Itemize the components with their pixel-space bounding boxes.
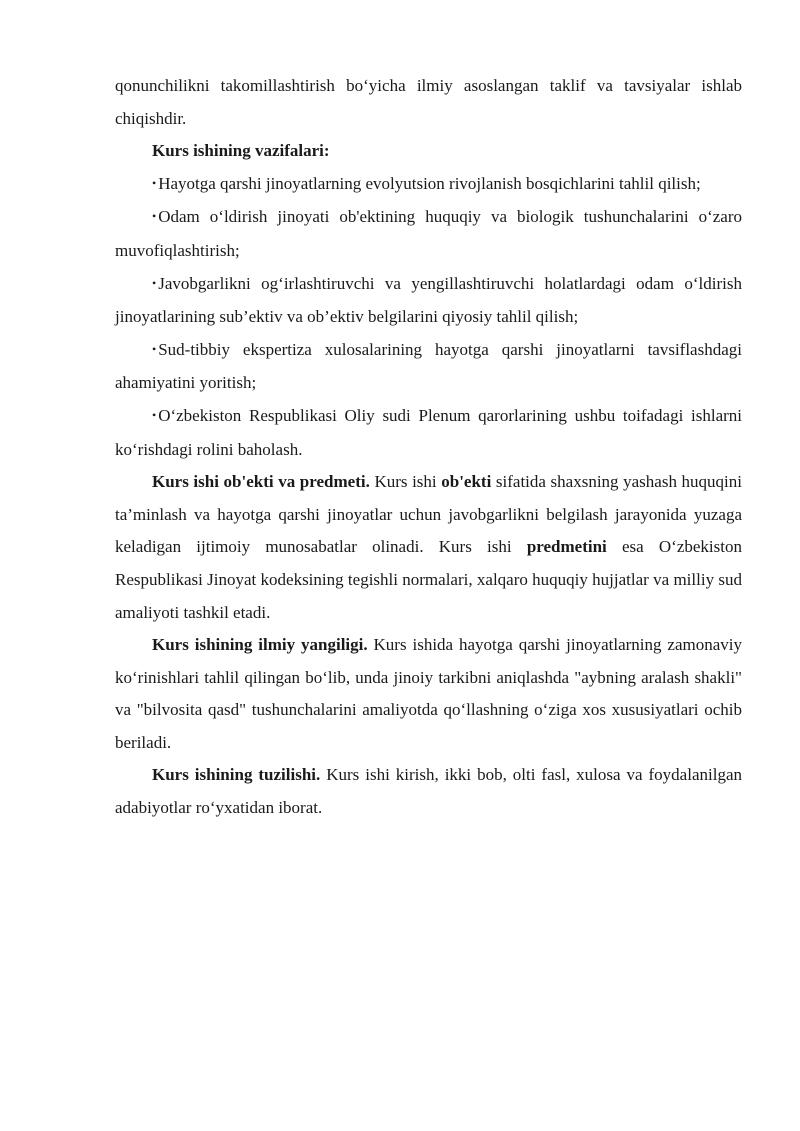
structure-heading: Kurs ishining tuzilishi. [152, 765, 321, 785]
bullet-icon: • [152, 275, 157, 290]
task-item [115, 400, 742, 466]
bullet-icon: • [152, 175, 157, 190]
task-item-text: Sud-tibbiy ekspertiza xulosalarining hayotga qarshi jinoyatlarni tavsiflashdagi ahamiyatini yoritish; [115, 339, 742, 393]
task-item-text: Odam o‘ldirish jinoyati ob'ektining huquqiy va biologik tushunchalarini o‘zaro muvofiqlashtirish; [115, 207, 742, 260]
task-item [115, 268, 742, 334]
novelty-heading: Kurs ishining ilmiy yangiligi. [152, 635, 368, 655]
bullet-icon: • [152, 341, 157, 356]
object-subject-paragraph [115, 466, 742, 629]
bullet-icon: • [152, 407, 157, 422]
task-item [115, 334, 742, 400]
tasks-heading-paragraph [115, 135, 742, 168]
object-subject-text-2: sifatida shaxsning yashash huquqini ta’minlash va hayotga qarshi jinoyatlar uchun javobgarlikni belgilash jarayonida yuzaga keladigan ijtimoiy munosabatlar olinadi. Kurs ishi [115, 472, 742, 557]
document-page [115, 70, 742, 825]
subject-term: predmetini [526, 537, 607, 557]
structure-text: Kurs ishi kirish, ikki bob, olti fasl, xulosa va foydalanilgan adabiyotlar ro‘yxatidan iborat. [115, 765, 742, 818]
task-item-text: O‘zbekiston Respublikasi Oliy sudi Plenum qarorlarining ushbu toifadagi ishlarni ko‘rishdagi rolini baholash. [115, 405, 742, 459]
intro-paragraph [115, 70, 742, 135]
novelty-text: Kurs ishida hayotga qarshi jinoyatlarning zamonaviy ko‘rinishlari tahlil qilingan bo‘lib, unda jinoiy tarkibni aniqlashda "aybning aralash shakli" va "bilvosita qasd" tushunchalarini amaliyotda qo‘llashning o‘ziga xos xususiyatlari ochib beriladi. [115, 635, 742, 752]
novelty-paragraph [115, 629, 742, 759]
tasks-heading: Kurs ishining vazifalari: [152, 141, 330, 161]
intro-text: qonunchilikni takomillashtirish bo‘yicha ilmiy asoslangan taklif va tavsiyalar ishlab chiqishdir. [115, 76, 742, 128]
object-term: ob'ekti [441, 472, 492, 492]
object-subject-text-1: Kurs ishi [369, 472, 442, 492]
task-item-text: Hayotga qarshi jinoyatlarning evolyutsion rivojlanish bosqichlarini tahlil qilish; [158, 173, 701, 193]
task-item [115, 168, 742, 202]
task-item-text: Javobgarlikni og‘irlashtiruvchi va yengillashtiruvchi holatlardagi odam o‘ldirish jinoyatlarining sub’ektiv va ob’ektiv belgilarini qiyosiy tahlil qilish; [115, 273, 742, 327]
object-subject-heading: Kurs ishi ob'ekti va predmeti. [152, 472, 370, 492]
structure-paragraph [115, 759, 742, 824]
bullet-icon: • [152, 209, 157, 224]
task-item [115, 201, 742, 267]
object-subject-text-3: esa O‘zbekiston Respublikasi Jinoyat kodeksining tegishli normalari, xalqaro huquqiy hujjatlar va milliy sud amaliyoti tashkil etadi. [115, 537, 742, 622]
